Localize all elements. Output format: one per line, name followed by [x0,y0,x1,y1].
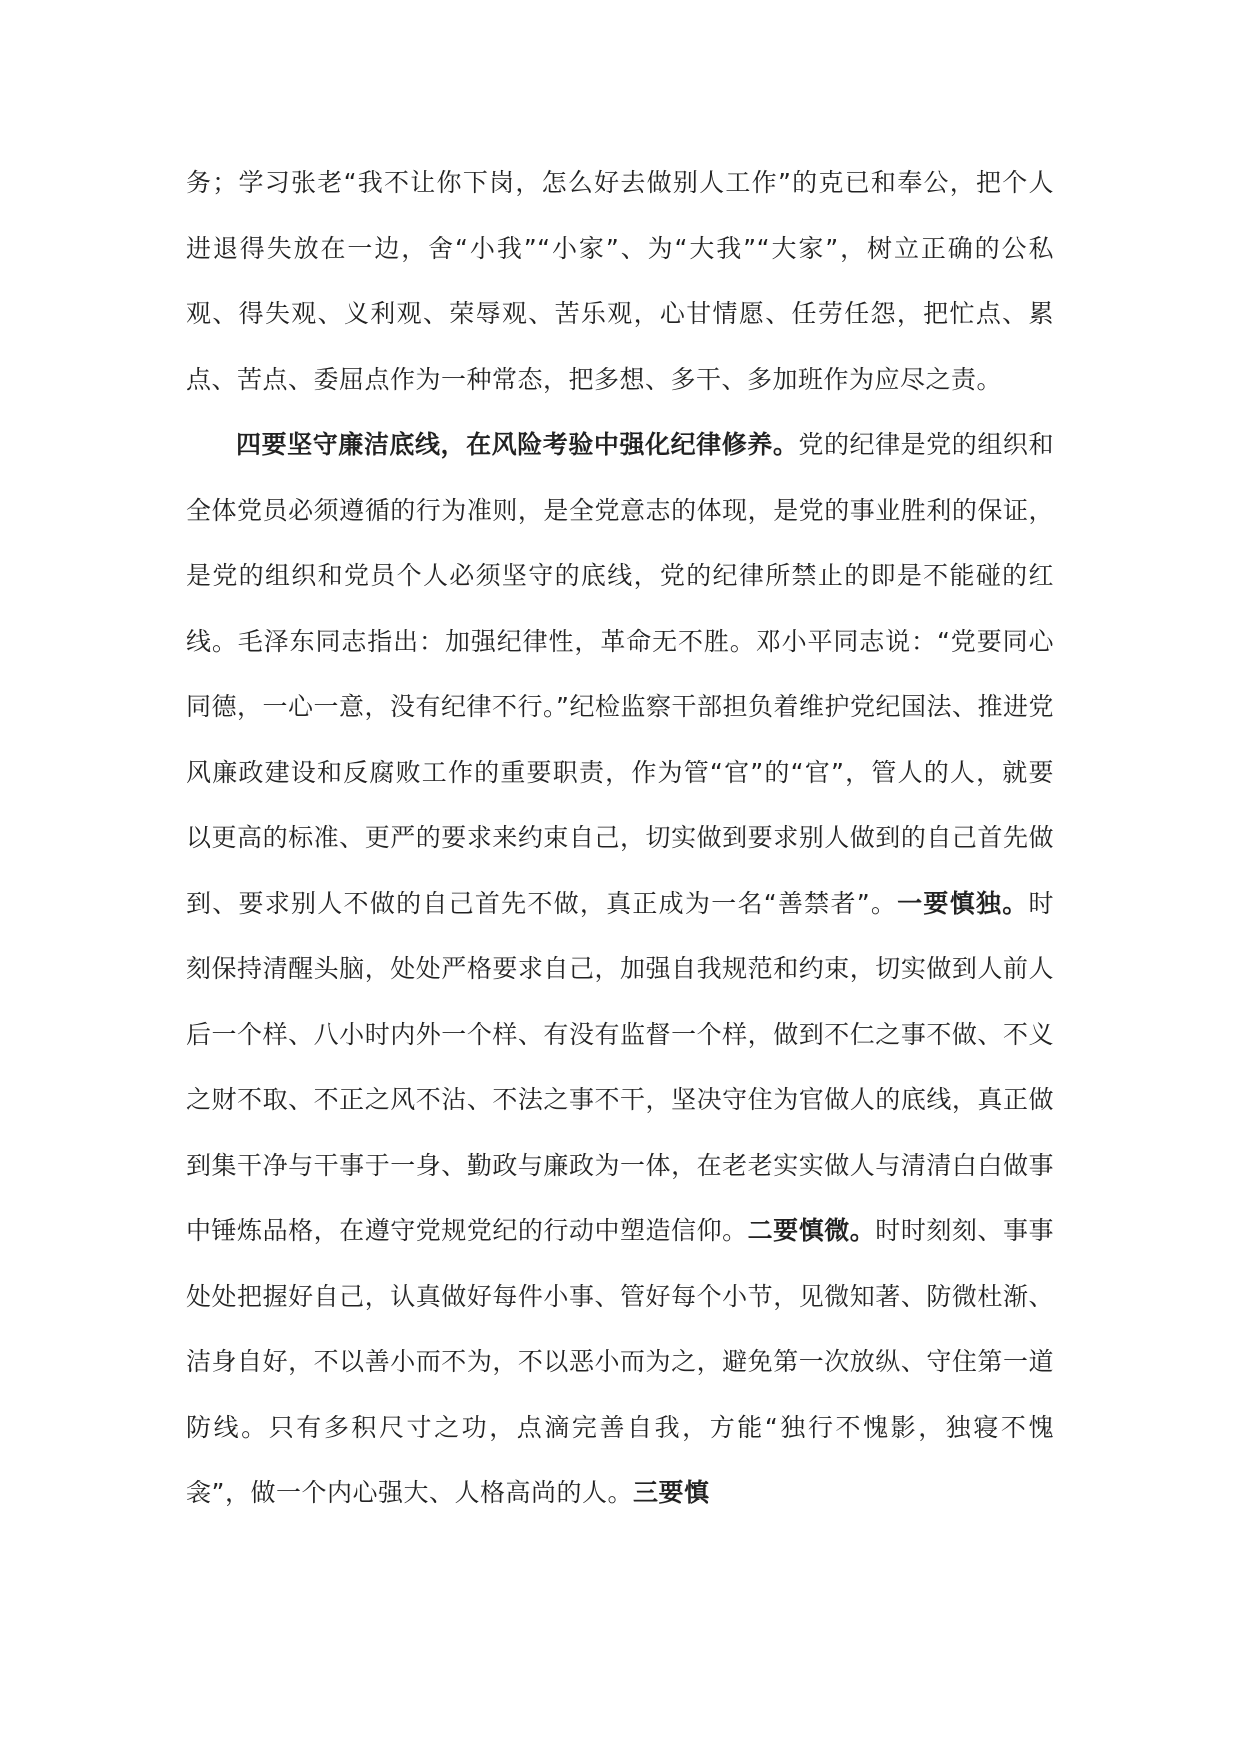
section-body: 党的纪律是党的组织和全体党员必须遵循的行为准则，是全党意志的体现，是党的事业胜利的保证，是党的组织和党员个人必须坚守的底线，党的纪律所禁止的即是不能碰的红线。毛泽东同志指出：加强纪律性，革命无不胜。邓小平同志说：“党要同心同德，一心一意，没有纪律不行。”纪检监察干部担负着维护党纪国法、推进党风廉政建设和反腐败工作的重要职责，作为管“官”的“官”，管人的人，就要以更高的标准、更严的要求来约束自己，切实做到要求别人做到的自己首先做到、要求别人不做的自己首先不做，真正成为一名“善禁者”。 [186,430,1054,918]
point-one-text: 时刻保持清醒头脑，处处严格要求自己，加强自我规范和约束，切实做到人前人后一个样、八小时内外一个样、有没有监督一个样，做到不仁之事不做、不义之财不取、不正之风不沾、不法之事不干，坚决守住为官做人的底线，真正做到集干净与干事于一身、勤政与廉政为一体，在老老实实做人与清清白白做事中锤炼品格，在遵守党规党纪的行动中塑造信仰。 [186,888,1054,1245]
paragraph-continuation [186,150,1054,412]
point-two-text: 时时刻刻、事事处处把握好自己，认真做好每件小事、管好每个小节，见微知著、防微杜渐、洁身自好，不以善小而不为，不以恶小而为之，避免第一次放纵、守住第一道防线。只有多积尺寸之功，点滴完善自我，方能“独行不愧影，独寝不愧衾”，做一个内心强大、人格高尚的人。 [186,1216,1054,1507]
point-three-label: 三要慎 [632,1478,710,1507]
document-page [186,150,1054,1526]
paragraph-text: 务；学习张老“我不让你下岗，怎么好去做别人工作”的克已和奉公，把个人进退得失放在一边，舍“小我”“小家”、为“大我”“大家”，树立正确的公私观、得失观、义利观、荣辱观、苦乐观，心甘情愿、任劳任怨，把忙点、累点、苦点、委屈点作为一种常态，把多想、多干、多加班作为应尽之责。 [186,168,1054,394]
point-one-label: 一要慎独。 [897,888,1029,918]
point-two-label: 二要慎微。 [747,1216,876,1245]
section-heading: 四要坚守廉洁底线，在风险考验中强化纪律修养。 [236,430,799,459]
paragraph-section-four [186,412,1054,1526]
